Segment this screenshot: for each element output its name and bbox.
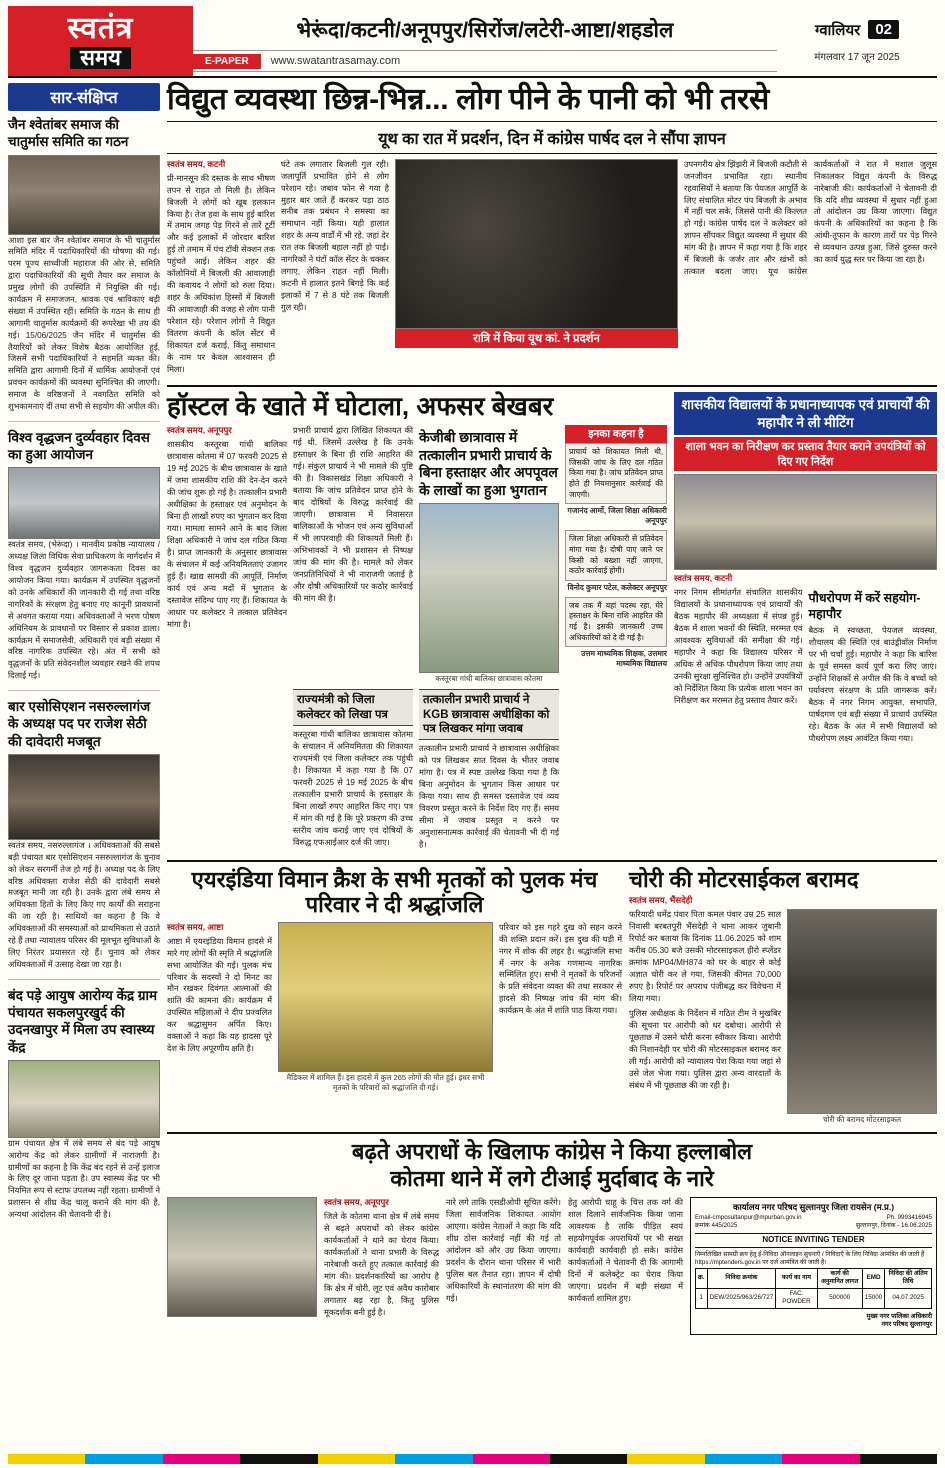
rail-item-title: बार एसोसिएशन नसरुल्लागंज के अध्यक्ष पद पर राजेश सेठी की दावेदारी मजबूत	[8, 699, 151, 749]
paragraph: पुलिस अधीक्षक के निर्देशन में गठित टीम ने मुखबिर की सूचना पर आरोपी को धर दबोचा। आरोपी से पूछताछ में उसने चोरी करना स्वीकार किया। आरोपी की निशानदेही पर चोरी की मोटरसाइकल बरामद कर ली गई। आरोपी को न्यायालय पेश किया गया जहां से उसे जेल भेजा गया। पुलिस द्वारा अन्य वारदातों के संबंध में भी पूछताछ की जा रही है।	[629, 1009, 781, 1090]
tribute-headline: एयरइंडिया विमान क्रैश के सभी मृतकों को पुलक मंच परिवार ने दी श्रद्धांजलि	[191, 867, 598, 918]
protest-col1	[324, 1211, 439, 1319]
bike-byline: स्वतंत्र समय, भैंसदेही	[629, 895, 693, 906]
page-body	[8, 83, 937, 1335]
rail-text: स्वतंत्र समय, (भेरूंदा) । मानवीय प्रकोष्ठ न्यायालय / अध्यक्ष जिला विधिक सेवा प्राधिकरण के मार्गदर्शन में विश्व वृद्धजन दुर्व्यवहार जागरूकता दिवस का आयोजन किया गया। कार्यक्रम में उपस्थित वृद्धजनों को उनके अधिकारों की जानकारी दी गई तथा वरिष्ठ नागरिकों के संरक्षण हेतु बनाए गए कानूनी प्रावधानों से अवगत कराया गया। अधिवक्ताओं ने भरण पोषण अधिनियम के प्रावधानों पर विस्तार से प्रकाश डाला। कार्यक्रम में समाजसेवी, अधिकारी एवं बड़ी संख्या में वरिष्ठ नागरिक उपस्थित रहे। अंत में सभी को वृद्धजनों के प्रति संवेदनशील व्यवहार रखने की शपथ दिलाई गई।	[8, 540, 160, 681]
rail-item-body	[8, 840, 160, 971]
bike-recovery-story	[629, 867, 937, 1126]
tender-signature-2: नगर परिषद सुल्तानपुर	[881, 1321, 932, 1329]
masthead-center	[193, 6, 777, 76]
rail-item	[8, 987, 160, 1229]
protest-columns	[167, 1197, 937, 1335]
paragraph: नगर निगम सीमांतर्गत संचालित शासकीय विद्यालयों के प्रधानाध्यापक एवं प्राचार्यों की बैठक महापौर की अध्यक्षता में संपन्न हुई। बैठक में शाला भवनों की स्थिति, मरम्मत एवं आवश्यक सुविधाओं की समीक्षा की गई। महापौर ने कहा कि विद्यालय परिसर में अधिक से अधिक पौधरोपण किया जाए तथा उनकी सुरक्षा सुनिश्चित हो। उन्होंने उपयंत्रियों को निर्देशित किया कि प्रत्येक शाला भवन का निरीक्षण कर मरम्मत हेतु प्रस्ताव तैयार करें।	[674, 588, 803, 705]
tender-note: निम्नलिखित सामग्री क्रय हेतु ई-निविदा ऑनलाइन सुचनाएँ / निविदाएँ के लिए निविदा आमंत्रित की जाती हैं https://mptenders.gov.in पर दर्ज आमंत्रित की जाती है।	[695, 1251, 925, 1267]
mayor-col2	[809, 625, 938, 745]
rail-item-body	[8, 539, 160, 682]
color-registration-strip	[8, 1454, 937, 1464]
paragraph: फरियादी धमेंद्र पंवार पिता कमल पंवार उम्र 25 साल निवासी बरबतपुरी भैंसदेही ने थाना आकर जुबानी रिपोर्ट कर बताया कि दिनांक 11.06.2025 को शाम करीब 05.30 बजे उसकी मोटरसाइकल हीरो स्प्लेंडर क्रमांक MP04/MH874 को घर के बाहर से कोई अज्ञात चोरी कर ले गया, जिसकी कीमत 70,000 रुपए है। रिपोर्ट पर अपराध पंजीबद्ध कर विवेचना में लिया गया।	[629, 910, 781, 1004]
lead-col-1	[167, 159, 275, 379]
tender-place-date: सुल्तानपुर, दिनांक - 16.06.2025	[855, 1221, 932, 1229]
cell-cost: 500000	[817, 1288, 862, 1308]
section-tribute-and-bike	[167, 860, 937, 1126]
tender-email: Email-cmposultanpur@mpurban.gov.in	[695, 1213, 802, 1221]
cell-tender-no: DEW/2025/963/26/727	[707, 1288, 776, 1308]
paragraph: बैठक में स्वच्छता, पेयजल व्यवस्था, शौचालय की स्थिति एवं बाउंड्रीवॉल निर्माण पर भी चर्चा हुई। महापौर ने कहा कि बारिश के पूर्व समस्त कार्य पूर्ण करा लिए जाएं। उन्होंने शिक्षकों से अपील की कि वे बच्चों को पर्यावरण संरक्षण के प्रति जागरूक करें। बैठक में नगर निगम आयुक्त, सभापति, पार्षदगण एवं बड़ी संख्या में प्राचार्य उपस्थित रहे। बैठक के अंत में सभी विद्यालयों को पौधरोपण लक्ष्य आवंटित किया गया।	[808, 626, 937, 744]
rail-header: सार-संक्षिप्त	[8, 83, 160, 111]
rail-text: ग्राम पंचायत क्षेत्र में लंबे समय से बंद पड़े आयुष आरोग्य केंद्र को लेकर ग्रामीणों में नाराजगी है। ग्रामीणों का कहना है कि केंद्र बंद रहने से उन्हें इलाज के लिए दूर जाना पड़ता है। उप स्वास्थ्य केंद्र पर भी नियमित रूप से स्टाफ उपलब्ध नहीं रहता। ग्रामीणों ने प्रशासन से शीघ्र केंद्र चालू कराने की मांग की है, अन्यथा आंदोलन की चेतावनी दी है।	[8, 1138, 160, 1220]
rail-photo	[8, 467, 160, 539]
protest-byline: स्वतंत्र समय, अनूपपुर	[324, 1197, 389, 1208]
rail-photo	[8, 1060, 160, 1138]
tender-notice	[690, 1197, 937, 1335]
city-label: ग्वालियर	[814, 21, 861, 39]
protest-headline-2: कोतमा थाने में लगे टीआई मुर्दाबाद के नारे	[390, 1165, 714, 1191]
lead-headline: विद्युत व्यवस्था छिन्न-भिन्न... लोग पीने के पानी को भी तरसे	[167, 83, 937, 122]
masthead	[8, 6, 937, 78]
tender-table	[695, 1268, 932, 1309]
paragraph: कस्तूरबा गांधी बालिका छात्रावास कोतमा के संचालन में अनियमितता की शिकायत राज्यमंत्री एवं जिला कलेक्टर तक पहुंची है। शिकायत में कहा गया है कि 07 फरवरी 2025 से 19 मई 2025 के बीच तत्कालीन प्रभारी प्राचार्य के हस्ताक्षर के बिना लाखों रुपए आहरित किए गए। पत्र में मांग की गई है कि पूरे प्रकरण की उच्च स्तरीय जांच कराई जाए एवं दोषियों के विरुद्ध एफआईआर दर्ज की जाए।	[293, 729, 413, 847]
hostel-sub-left-head: राज्यमंत्री को जिला कलेक्टर को लिखा पत्र	[293, 689, 413, 726]
cell-last-date: 04.07.2025	[885, 1288, 932, 1308]
paragraph: आष्टा में एयरइंडिया विमान हादसे में मारे गए लोगों की स्मृति में श्रद्धांजलि सभा आयोजित की गई। पुलक मंच परिवार के सदस्यों ने दो मिनट का मौन रखकर दिवंगत आत्माओं की शांति की कामना की। कार्यक्रम में उपस्थित महिलाओं ने दीप प्रज्वलित कर श्रद्धासुमन अर्पित किए। वक्ताओं ने कहा कि यह हादसा पूरे देश के लिए अपूरणीय क्षति है।	[167, 936, 272, 1054]
paragraph: शासकीय कस्तूरबा गांधी बालिका छात्रावास कोतमा में 07 फरवरी 2025 से 19 मई 2025 के बीच छात्रावास के खाते में जमा शासकीय राशि की देन-देन करने की जांच शुरू हो गई है। तत्कालीन प्रभारी अधीक्षिका के हस्ताक्षर एवं अनुमोदन के बिना ही लाखों रुपए का भुगतान कर दिया गया। मामला सामने आने के बाद जिला शिक्षा अधिकारी ने जांच दल गठित किया है। प्राप्त जानकारी के अनुसार छात्रावास के संचालन में कई अनियमितताएं उजागर हुई हैं। खाद्य सामग्री की आपूर्ति, निर्माण कार्य एवं अन्य मदों में भुगतान के दस्तावेज संदिग्ध पाए गए हैं। शिकायत के आधार पर कलेक्टर ने तत्काल प्रतिवेदन मांगा है।	[167, 440, 287, 629]
masthead-right	[777, 6, 937, 76]
quote-box-header: इनका कहना है	[565, 425, 667, 443]
mayor-meeting-story	[674, 392, 937, 854]
tender-title: NOTICE INVITING TENDER	[695, 1233, 932, 1248]
rail-photo	[8, 754, 160, 840]
rail-item	[8, 698, 160, 980]
left-rail	[8, 83, 160, 1335]
tribute-col2	[499, 922, 622, 1018]
bike-photo	[787, 909, 937, 1114]
main-column	[167, 83, 937, 1335]
tender-signature-1: मुख्य नगर पालिका अधिकारी	[866, 1312, 932, 1320]
protest-col3	[568, 1197, 683, 1305]
bike-photo-caption: चोरी की बरामद मोटरसाइकल	[822, 1115, 902, 1125]
rail-photo	[8, 155, 160, 235]
city-and-page	[815, 20, 899, 40]
hostel-col3	[293, 729, 413, 849]
hostel-photo	[419, 503, 559, 673]
tribute-col1	[167, 936, 272, 1056]
lead-col-4	[684, 159, 937, 379]
paragraph: परिवार को इस गहरे दुख को सहन करने की शक्ति प्रदान करें। इस दुख की घड़ी में नगर में शोक की लहर है। श्रद्धांजलि सभा में नगर के अनेक गणमान्य नागरिक सम्मिलित हुए। सभी ने मृतकों के परिजनों के प्रति संवेदना व्यक्त की तथा सरकार से हादसे की निष्पक्ष जांच की मांग की। कार्यक्रम के अंत में शांति पाठ किया गया।	[499, 922, 622, 1016]
quote-author: गजानंद आर्मो, जिला शिक्षा अधिकारी अनूपपुर	[567, 506, 667, 526]
quote-text: प्राचार्य को शिकायत मिली थी, जिसकी जांच के लिए दल गठित किया गया है। जांच प्रतिवेदन प्राप्त होते ही नियमानुसार कार्रवाई की जाएगी।	[569, 447, 663, 499]
hostel-photo-caption: कस्तूरबा गांधी बालिका छात्रावास कोतमा	[435, 674, 543, 684]
tender-ref: क्रमांक 445/2025	[695, 1221, 738, 1229]
epaper-badge[interactable]: E-PAPER	[193, 54, 261, 69]
rail-item-body	[8, 235, 160, 413]
tender-office: कार्यालय नगर परिषद सुल्तानपुर जिला रायसेन (म.प्र.)	[732, 1202, 895, 1213]
lead-col-2	[281, 159, 389, 379]
lead-photo-block	[395, 159, 678, 379]
tribute-photo	[278, 922, 493, 1072]
paragraph: घंटे तक लगातार बिजली गुल रही। जलापूर्ति प्रभावित होने से लोग परेशान रहे। जबाव फोन से गया है मुहार बार जाते हैं करकर पड़ा ठाठ सनीब तक प्रबंधन ने समस्या का समाधान नहीं किया। यही हालात शहर के अन्य वार्डों में भी रहे, जहां देर रात तक बिजली बहाल नहीं हो पाई। नागरिकों ने घंटों कॉल सेंटर के चक्कर लगाए, लेकिन राहत नहीं मिली। कटनी में हालात इतने बिगड़े कि कई इलाकों में 7 से 8 घंटे तक बिजली गुल रही।	[281, 159, 389, 313]
paragraph: प्रभारी प्राचार्य द्वारा लिखित शिकायत की गई थी, जिसमें उल्लेख है कि उनके हस्ताक्षर के बिना ही राशि आहरित की गई। संकुल प्राचार्य ने भी मामले की पुष्टि की है। विकासखंड शिक्षा अधिकारी ने बताया कि जांच प्रतिवेदन प्राप्त होने के बाद दोषियों के विरुद्ध कार्रवाई की जाएगी। छात्रावास में निवासरत बालिकाओं के भोजन एवं अन्य सुविधाओं में भी लापरवाही की शिकायतें मिली हैं। अभिभावकों ने भी प्रशासन से निष्पक्ष जांच की मांग की है। मामले को लेकर जनप्रतिनिधियों ने भी नाराजगी जताई है और दोषी अधिकारियों पर कठोर कार्रवाई की मांग की है।	[293, 426, 413, 603]
col-tender-no: निविदा क्रमांक	[707, 1268, 776, 1288]
cell-sno: 1	[696, 1288, 708, 1308]
section-congress-protest	[167, 1132, 937, 1335]
paragraph: प्री-मानसून की दस्तक के साथ भीषण तपन से राहत तो मिली है। लेकिन बिजली ने लोगों को खूब हलकान किया है। तेज हवा के साथ हुई बारिश में तमाम जगह पेड़ गिरने से तारें टूटीं और कई इलाकों में जोरदार बारिश हुई तो तमाम में पंच टॉवी सेक्शन तक पहुंचते आई। लेकिन शहर की कॉलोनियों में बिजली की आवाजाही की कवायद ने लोगों को रुला दिया। शहर के अधिकांश हिस्सों में बिजली की आवाजाही की वजह से लोग पानी परेशान रहे। परेशान लोगों ने विद्युत वितरण कंपनी के कॉल सेंटर में शिकायत दर्ज कराई, किंतु समाधान के नाम पर केवल आश्वासन ही मिला।	[167, 173, 275, 375]
hostel-headline: हॉस्टल के खाते में घोटाला, अफसर बेखबर	[167, 391, 554, 422]
lead-col4-text	[684, 159, 937, 279]
rail-item-body	[8, 1138, 160, 1221]
col-cost: कार्य की अनुमानित लागत	[817, 1268, 862, 1288]
section-hostel-scam	[167, 385, 937, 854]
mayor-subtitle: पौधरोपण में करें सहयोग-महापौर	[808, 591, 921, 621]
mayor-headline: शासकीय विद्यालयों के प्रधानाध्यापक एवं प्राचार्यों की महापौर ने ली मीटिंग	[674, 392, 937, 435]
hostel-col1	[167, 439, 287, 631]
rail-text: आशा इस बार जैन श्वेतांबर समाज के भी चातुर्मास समिति मंदिर में पदाधिकारियों की घोषणा की गई। परम पूज्य साध्वीजी महाराज की ओर से, समिति द्वारा पदाधिकारियों की सूची तैयार कर समाज के प्रमुख लोगों की उपस्थिति में नियुक्ति की गई। कार्यक्रम में समाजजन, श्रावक एवं श्राविकाएं बड़ी संख्या में उपस्थित रहीं। समिति के गठन के साथ ही आगामी चातुर्मास कार्यक्रमों की रूपरेखा भी तय की गई। 15/06/2025 जैन मंदिर में चातुर्मास की तैयारियों को लेकर विशेष बैठक आयोजित हुई, जिसमें सभी पदाधिकारियों ने सहमति व्यक्त की। समिति द्वारा आगामी दिनों में धार्मिक आयोजनों एवं प्रवचन कार्यक्रमों की व्यवस्था सुनिश्चित की जाएगी। समाज के वरिष्ठजनों ने नवगठित समिति को शुभकामनाएं दीं तथा सभी से सहयोग की अपील की।	[8, 235, 160, 411]
newspaper-logo	[8, 6, 193, 76]
logo-line-2: समय	[70, 47, 131, 69]
cell-emd: 15000	[862, 1288, 885, 1308]
hostel-sub-right-head: तत्कालीन प्रभारी प्राचार्य ने KGB छात्रावास अधीक्षिका को पत्र लिखकर मांगा जवाब	[419, 689, 559, 740]
quote-text: जिला शिक्षा अधिकारी से प्रतिवेदन मांगा गया है। दोषी पाए जाने पर किसी को बख्शा नहीं जाएगा, कठोर कार्रवाई होगी।	[569, 534, 663, 576]
edition-places: भेरूंदा/कटनी/अनूपपुर/सिरोंज/लटेरी-आष्टा/शहडोल	[296, 19, 674, 42]
bike-col1	[629, 909, 781, 1005]
rail-text: स्वतंत्र समय, नसरुल्लागंज । अधिवक्ताओं की सबसे बड़ी पंचायत बार एसोसिएशन नसरुल्लागंज के चुनाव को लेकर सरगर्मी तेज हो गई है। अध्यक्ष पद के लिए वरिष्ठ अधिवक्ता राजेश सेठी की दावेदारी सबसे मजबूत मानी जा रही है। उनके द्वारा लंबे समय से अधिवक्ता हितों के लिए किए गए कार्यों की सराहना की जा रही है। साथियों का कहना है कि वे अधिवक्ताओं की समस्याओं को प्राथमिकता से उठाते रहे हैं तथा न्यायालय परिसर की मूलभूत सुविधाओं के लिए निरंतर प्रयासरत रहे हैं। चुनाव को लेकर अधिवक्ताओं में उत्साह देखा जा रहा है।	[8, 840, 160, 969]
bike-headline: चोरी की मोटरसाईकल बरामद	[629, 867, 859, 893]
quote-text: जब तक मैं यहां पदस्थ रहा, मेरे हस्ताक्षर के बिना राशि आहरित की गई है। इसकी जानकारी उच्च अधिकारियों को दे दी गई है।	[569, 600, 663, 642]
col-last-date: निविदा की अंतिम तिथि	[885, 1268, 932, 1288]
lead-story	[167, 83, 937, 379]
quote-author: उत्तम माध्यमिक शिक्षक, उत्तमार माध्यमिक विद्यालय	[581, 649, 667, 669]
paragraph: जिले के कोतमा थाना क्षेत्र में लंबे समय से बढ़ते अपराधों को लेकर कांग्रेस कार्यकर्ताओं ने थाने का घेराव किया। कार्यकर्ताओं ने थाना प्रभारी के विरुद्ध नारेबाजी करते हुए तत्काल कार्रवाई की मांग की। प्रदर्शनकारियों का आरोप है कि क्षेत्र में चोरी, लूट एवं अवैध कारोबार लगातार बढ़ रहा है, किंतु पुलिस मूकदर्शक बनी हुई है।	[324, 1212, 439, 1317]
rail-item	[8, 116, 160, 422]
col-sno: क्र.	[696, 1268, 708, 1288]
cell-work-name: FAC. POWDER	[776, 1288, 817, 1308]
bike-col2	[629, 1008, 781, 1092]
lead-col1-text	[167, 173, 275, 376]
tribute-story	[167, 867, 622, 1126]
rail-item	[8, 429, 160, 691]
lead-photo	[395, 159, 678, 329]
lead-body-row	[167, 159, 937, 379]
lead-subheadline: यूथ का रात में प्रदर्शन, दिन में कांग्रेस पार्षद दल ने सौंपा ज्ञापन	[167, 122, 937, 154]
paragraph: तत्कालीन प्रभारी प्राचार्य ने छात्रावास अधीक्षिका को पत्र लिखकर सात दिवस के भीतर जवाब मांगा है। पत्र में स्पष्ट उल्लेख किया गया है कि बिना अनुमोदन के भुगतान किस आधार पर किया गया। साथ ही समस्त दस्तावेज एवं व्यय विवरण प्रस्तुत करने के निर्देश दिए गए हैं। समय सीमा में जवाब प्रस्तुत न करने पर अनुशासनात्मक कार्रवाई की चेतावनी भी दी गई है।	[419, 744, 559, 850]
publication-date: मंगलवार 17 जून 2025	[814, 51, 900, 63]
tribute-byline: स्वतंत्र समय, आष्टा	[167, 921, 224, 932]
quote-1	[565, 443, 667, 504]
paragraph: उपनगरीय क्षेत्र झिंझरी में बिजली कटौती से जनजीवन प्रभावित रहा। स्थानीय रहवासियों ने बताया कि पेयजल आपूर्ति के लिए संचालित मोटर पंप बिजली के अभाव में नहीं चल सके, जिससे पानी की किल्लत हो गई। कांग्रेस पार्षद दल ने कलेक्टर को ज्ञापन सौंपकर विद्युत व्यवस्था में सुधार की मांग की है। ज्ञापन में कहा गया है कि शहर में बिजली के जर्जर तार और खंभों को तत्काल बदला जाए। यूथ कांग्रेस कार्यकर्ताओं ने रात में मशाल जुलूस निकालकर विद्युत कंपनी के विरुद्ध नारेबाजी की। कार्यकर्ताओं ने चेतावनी दी कि यदि शीघ्र व्यवस्था में सुधार नहीं हुआ तो आंदोलन उग्र किया जाएगा। विद्युत कंपनी के अधिकारियों का कहना है कि आंधी-तूफान के कारण तारों पर पेड़ गिरने से व्यवधान उत्पन्न हुआ, जिसे दुरुस्त करने का कार्य युद्ध स्तर पर किया जा रहा है।	[684, 159, 937, 277]
lead-col2-text	[281, 159, 389, 315]
mayor-subheadline: शाला भवन का निरीक्षण कर प्रस्ताव तैयार कराने उपयंत्रियों को दिए गए निर्देश	[674, 437, 937, 471]
hostel-col4	[419, 743, 559, 851]
rail-item-title: बंद पड़े आयुष आरोग्य केंद्र ग्राम पंचायत सकलपुरखुर्द की उदनखापुर में मिला उप स्वास्थ्य केंद्र	[8, 987, 158, 1055]
mayor-col1	[674, 587, 803, 707]
col-emd: EMD	[862, 1268, 885, 1288]
mayor-byline: स्वतंत्र समय, कटनी	[674, 573, 733, 584]
quote-author: विनोद कुमार पटेल, कलेक्टर अनूपपुर	[567, 582, 667, 592]
logo-line-1: स्वतंत्र	[67, 11, 134, 45]
rail-item-title: जैन श्वेतांबर समाज की चातुर्मास समिति का गठन	[8, 117, 129, 150]
protest-col2	[446, 1197, 561, 1305]
tribute-photo-caption: मैडिकल में शामिल हैं। इस हादसे में कुल 265 लोगों की मौत हुई। इधर सभी मृतकों के परिवारों को श्रद्धांजलि दी गई।	[286, 1072, 485, 1092]
quote-2	[565, 530, 667, 581]
hostel-subheadline: केजीबी छात्रावास में तत्कालीन प्रभारी प्राचार्य के बिना हस्ताक्षर और अपपूवल के लाखों का हुआ भुगतान	[419, 429, 558, 498]
paragraph: नारे लगे ताकि एसडीओपी सूचित करेंगे। जिला सार्वजनिक शिकायत आयोग आएगा। कांग्रेस नेताओं ने कहा कि यदि शीघ्र ठोस कार्रवाई नहीं की गई तो आंदोलन को और उग्र किया जाएगा। प्रदर्शन के दौरान थाना परिसर में भारी पुलिस बल तैनात रहा। ज्ञापन में दोषी अधिकारियों के स्थानांतरण की मांग की गई।	[446, 1198, 561, 1303]
col-work-name: कार्य का नाम	[776, 1268, 817, 1288]
page-number: 02	[868, 20, 899, 39]
epaper-bar	[193, 50, 777, 72]
table-row	[696, 1288, 932, 1308]
paragraph: हेतु आरोपी चाहू के चित्त तक वर्ग की शाल दिलाने सार्वजनिक किया जाना आवश्यक है ताकि पीड़ित स्वयं सहयोगपूर्वक अपराधियों पर भी सख्त कार्यवाही कार्यवाही हो सके। कांग्रेस कार्यकर्ताओं ने चेतावनी दी कि आगामी दिनों में कलेक्ट्रेट का घेराव किया जाएगा। प्रदर्शन में बड़ी संख्या में कार्यकर्ता शामिल हुए।	[568, 1198, 683, 1303]
hostel-byline: स्वतंत्र समय, अनूपपुर	[167, 425, 232, 436]
lead-photo-caption: रात्रि में किया यूथ कां. ने प्रदर्शन	[395, 329, 678, 348]
hostel-col2	[293, 425, 413, 605]
protest-headline-1: बढ़ते अपराधों के खिलाफ कांग्रेस ने किया हल्लाबोल	[351, 1139, 753, 1165]
quote-3	[565, 597, 667, 648]
mayor-photo	[674, 474, 937, 570]
protest-photo	[167, 1197, 317, 1317]
website-url[interactable]: www.swatantrasamay.com	[270, 55, 401, 67]
lead-byline: स्वतंत्र समय, कटनी	[167, 158, 226, 169]
table-header-row	[696, 1268, 932, 1288]
hostel-scam-left	[167, 392, 667, 854]
rail-item-title: विश्व वृद्धजन दुर्व्यवहार दिवस का हुआ आयोजन	[8, 429, 150, 463]
tender-contact: Ph. 9993416945	[886, 1213, 932, 1221]
